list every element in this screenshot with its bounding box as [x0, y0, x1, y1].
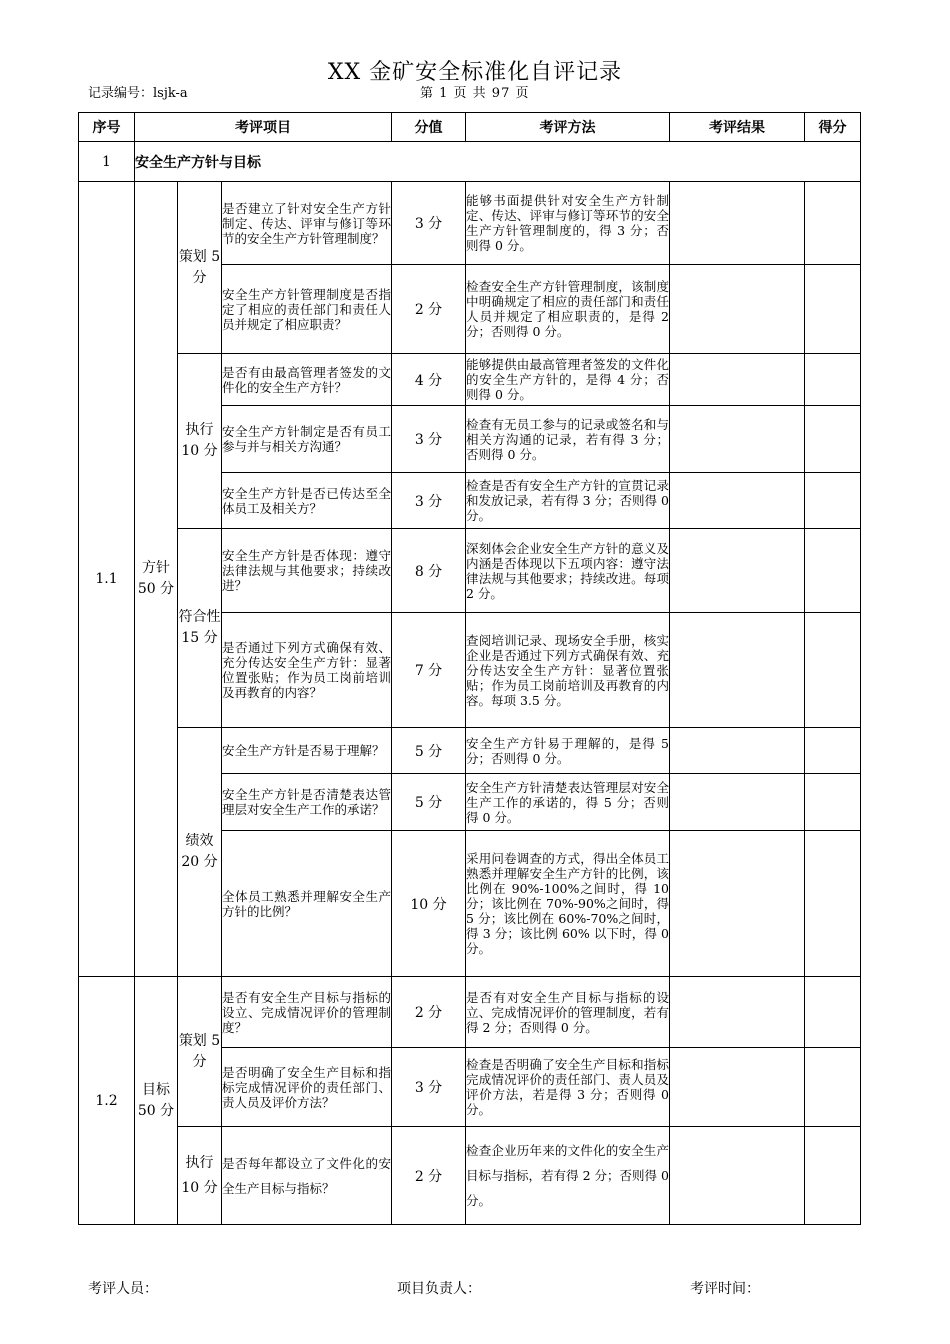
category-label: 目标 50 分 — [135, 977, 178, 1225]
col-header-method: 考评方法 — [466, 113, 670, 142]
evaluation-item: 是否建立了针对安全生产方针制定、传达、评审与修订等环节的安全生产方针管理制度？ — [222, 182, 392, 265]
evaluation-item: 是否明确了安全生产目标和指标完成情况评价的责任部门、责人员及评价方法？ — [222, 1048, 392, 1127]
evaluation-method: 检查安全生产方针管理制度，该制度中明确规定了相应的责任部门和责任人员并规定了相应职责的，是得 2 分；否则得 0 分。 — [466, 265, 670, 354]
subcategory-label: 执行 10 分 — [178, 1127, 222, 1225]
points-cell[interactable] — [805, 354, 861, 406]
points-cell[interactable] — [805, 473, 861, 529]
col-header-score: 分值 — [392, 113, 466, 142]
result-cell[interactable] — [670, 728, 805, 774]
table-row — [79, 529, 861, 613]
evaluation-item: 是否有安全生产目标与指标的设立、完成情况评价的管理制度？ — [222, 977, 392, 1048]
result-cell[interactable] — [670, 977, 805, 1048]
result-cell[interactable] — [670, 473, 805, 529]
footer-assessor: 考评人员： — [88, 1281, 158, 1297]
evaluation-item: 是否有由最高管理者签发的文件化的安全生产方针？ — [222, 354, 392, 406]
subcategory-label: 策划 5 分 — [178, 182, 222, 354]
score-value: 3 分 — [392, 182, 466, 265]
result-cell[interactable] — [670, 182, 805, 265]
category-label: 方针 50 分 — [135, 182, 178, 977]
page-info: 第 1 页 共 97 页 — [420, 86, 530, 101]
points-cell[interactable] — [805, 182, 861, 265]
points-cell[interactable] — [805, 529, 861, 613]
evaluation-method: 检查是否有安全生产方针的宣贯记录和发放记录，若有得 3 分；否则得 0 分。 — [466, 473, 670, 529]
evaluation-method: 采用问卷调查的方式，得出全体员工熟悉并理解安全生产方针的比例，该比例在 90%-100%之间时，得 10 分；该比例在 70%-90%之间时，得 5 分；该比例在 60%-70%之间时，得 3 分；该比例 60% 以下时，得 0 分。 — [466, 831, 670, 977]
subcategory-label: 符合性 15 分 — [178, 529, 222, 728]
points-cell[interactable] — [805, 728, 861, 774]
evaluation-method: 安全生产方针易于理解的，是得 5 分；否则得 0 分。 — [466, 728, 670, 774]
table-header-row — [79, 113, 861, 142]
section-number: 1 — [79, 142, 135, 182]
score-value: 5 分 — [392, 774, 466, 831]
subcategory-label: 绩效 20 分 — [178, 728, 222, 977]
table-row — [79, 728, 861, 774]
col-header-item: 考评项目 — [135, 113, 392, 142]
evaluation-method: 查阅培训记录、现场安全手册，核实企业是否通过下列方式确保有效、充分传达安全生产方针：显著位置张贴；作为员工岗前培训及再教育的内容。每项 3.5 分。 — [466, 613, 670, 728]
result-cell[interactable] — [670, 613, 805, 728]
score-value: 3 分 — [392, 473, 466, 529]
score-value: 2 分 — [392, 1127, 466, 1225]
document-title: XX 金矿安全标准化自评记录 — [327, 60, 623, 85]
result-cell[interactable] — [670, 265, 805, 354]
evaluation-item: 是否通过下列方式确保有效、充分传达安全生产方针：显著位置张贴；作为员工岗前培训及再教育的内容？ — [222, 613, 392, 728]
evaluation-item: 安全生产方针是否清楚表达管理层对安全生产工作的承诺？ — [222, 774, 392, 831]
evaluation-item: 全体员工熟悉并理解安全生产方针的比例？ — [222, 831, 392, 977]
col-header-points: 得分 — [805, 113, 861, 142]
footer-assess-time: 考评时间： — [690, 1281, 760, 1297]
evaluation-method: 检查有无员工参与的记录或签名和与相关方沟通的记录，若有得 3 分；否则得 0 分。 — [466, 406, 670, 473]
evaluation-method: 深刻体会企业安全生产方针的意义及内涵是否体现以下五项内容：遵守法律法规与其他要求；持续改进。每项 2 分。 — [466, 529, 670, 613]
score-value: 2 分 — [392, 977, 466, 1048]
evaluation-method: 检查是否明确了安全生产目标和指标完成情况评价的责任部门、责人员及评价方法，若是得 3 分；否则得 0 分。 — [466, 1048, 670, 1127]
result-cell[interactable] — [670, 406, 805, 473]
evaluation-item: 安全生产方针制定是否有员工参与并与相关方沟通？ — [222, 406, 392, 473]
points-cell[interactable] — [805, 1127, 861, 1225]
points-cell[interactable] — [805, 613, 861, 728]
table-row — [79, 1127, 861, 1225]
result-cell[interactable] — [670, 354, 805, 406]
item-number: 1.1 — [79, 182, 135, 977]
result-cell[interactable] — [670, 774, 805, 831]
col-header-result: 考评结果 — [670, 113, 805, 142]
evaluation-method: 检查企业历年来的文件化的安全生产目标与指标，若有得 2 分；否则得 0 分。 — [466, 1127, 670, 1225]
evaluation-item: 安全生产方针管理制度是否指定了相应的责任部门和责任人员并规定了相应职责？ — [222, 265, 392, 354]
points-cell[interactable] — [805, 406, 861, 473]
evaluation-item: 安全生产方针是否体现：遵守法律法规与其他要求；持续改进？ — [222, 529, 392, 613]
section-row — [79, 142, 861, 182]
result-cell[interactable] — [670, 831, 805, 977]
evaluation-method: 能够提供由最高管理者签发的文件化的安全生产方针的，是得 4 分；否则得 0 分。 — [466, 354, 670, 406]
table-row — [79, 354, 861, 406]
result-cell[interactable] — [670, 1127, 805, 1225]
evaluation-item: 是否每年都设立了文件化的安全生产目标与指标？ — [222, 1127, 392, 1225]
score-value: 4 分 — [392, 354, 466, 406]
col-header-no: 序号 — [79, 113, 135, 142]
score-value: 8 分 — [392, 529, 466, 613]
subcategory-label: 执行 10 分 — [178, 354, 222, 529]
evaluation-item: 安全生产方针是否易于理解？ — [222, 728, 392, 774]
evaluation-method: 能够书面提供针对安全生产方针制定、传达、评审与修订等环节的安全生产方针管理制度的，得 3 分；否则得 0 分。 — [466, 182, 670, 265]
points-cell[interactable] — [805, 1048, 861, 1127]
score-value: 7 分 — [392, 613, 466, 728]
result-cell[interactable] — [670, 1048, 805, 1127]
score-value: 10 分 — [392, 831, 466, 977]
section-title: 安全生产方针与目标 — [135, 142, 861, 182]
evaluation-item: 安全生产方针是否已传达至全体员工及相关方？ — [222, 473, 392, 529]
evaluation-method: 安全生产方针清楚表达管理层对安全生产工作的承诺的，得 5 分；否则得 0 分。 — [466, 774, 670, 831]
item-number: 1.2 — [79, 977, 135, 1225]
result-cell[interactable] — [670, 529, 805, 613]
evaluation-method: 是否有对安全生产目标与指标的设立、完成情况评价的管理制度，若有得 2 分；否则得 0 分。 — [466, 977, 670, 1048]
points-cell[interactable] — [805, 265, 861, 354]
record-number: 记录编号：lsjk-a — [88, 86, 188, 101]
table-row — [79, 977, 861, 1048]
score-value: 2 分 — [392, 265, 466, 354]
points-cell[interactable] — [805, 774, 861, 831]
score-value: 5 分 — [392, 728, 466, 774]
footer-project-lead: 项目负责人： — [397, 1281, 481, 1297]
score-value: 3 分 — [392, 406, 466, 473]
table-row — [79, 182, 861, 265]
score-value: 3 分 — [392, 1048, 466, 1127]
subcategory-label: 策划 5 分 — [178, 977, 222, 1127]
points-cell[interactable] — [805, 977, 861, 1048]
points-cell[interactable] — [805, 831, 861, 977]
evaluation-table — [78, 112, 861, 1225]
